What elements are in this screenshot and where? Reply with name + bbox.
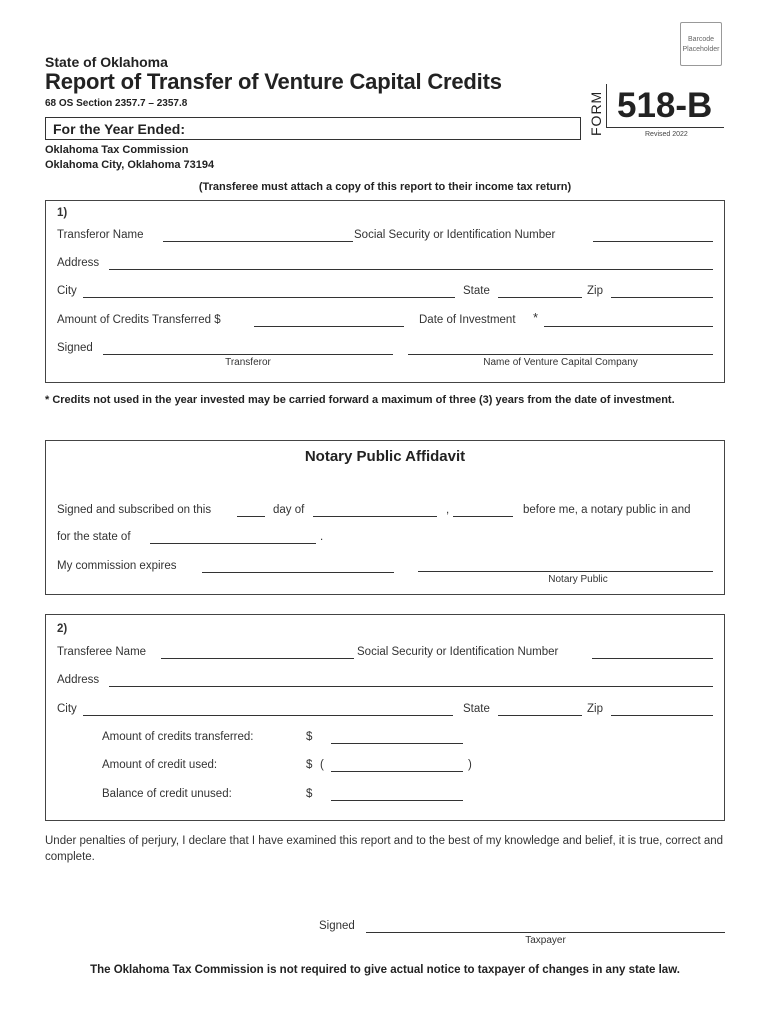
balance-unused-field[interactable]	[331, 800, 463, 801]
transferor-zip-label: Zip	[587, 285, 603, 297]
before-me-label: before me, a notary public in and	[523, 504, 691, 516]
notary-year-field[interactable]	[453, 516, 513, 517]
transferor-name-field[interactable]	[163, 241, 353, 242]
credits-transferred-label: Amount of Credits Transferred $	[57, 314, 221, 326]
notary-month-field[interactable]	[313, 516, 437, 517]
notary-comma: ,	[446, 504, 450, 516]
date-investment-field[interactable]	[544, 326, 713, 327]
page-title: Report of Transfer of Venture Capital Credits	[45, 69, 502, 94]
transferor-signed-label: Signed	[57, 342, 93, 354]
transferee-state-label: State	[463, 703, 490, 715]
year-ended-label: For the Year Ended:	[53, 121, 185, 137]
transferee-name-field[interactable]	[161, 658, 354, 659]
transferee-state-field[interactable]	[498, 715, 582, 716]
transferor-ssn-label: Social Security or Identification Number	[354, 229, 556, 241]
amount-used-open-paren: (	[320, 759, 324, 771]
signed-subscribed-label: Signed and subscribed on this	[57, 504, 212, 516]
section2-number: 2)	[57, 623, 68, 635]
transferor-city-label: City	[57, 285, 77, 297]
for-state-label: for the state of	[57, 531, 131, 543]
transferee-name-label: Transferee Name	[57, 646, 147, 658]
statute-reference: 68 OS Section 2357.7 – 2357.8	[45, 98, 188, 109]
venture-company-caption: Name of Venture Capital Company	[483, 357, 638, 368]
notary-period: .	[320, 531, 324, 543]
transferee-city-field[interactable]	[83, 715, 453, 716]
attach-instruction: (Transferee must attach a copy of this report to their income tax return)	[198, 181, 572, 193]
day-of-label: day of	[273, 504, 305, 516]
notary-title: Notary Public Affidavit	[304, 448, 466, 465]
state-name: State of Oklahoma	[45, 54, 168, 70]
notary-public-caption: Notary Public	[548, 574, 608, 585]
commission-expires-field[interactable]	[202, 572, 394, 573]
transferor-ssn-field[interactable]	[593, 241, 713, 242]
barcode-line1: Barcode	[687, 36, 715, 43]
transferor-signature-field[interactable]	[103, 354, 393, 355]
transferee-address-field[interactable]	[109, 686, 713, 687]
transferor-address-label: Address	[57, 257, 100, 269]
credits-transferred-field[interactable]	[254, 326, 404, 327]
balance-unused-dollar: $	[306, 788, 313, 800]
commission-expires-label: My commission expires	[57, 560, 177, 572]
date-investment-label: Date of Investment	[419, 314, 516, 326]
date-investment-asterisk: *	[533, 310, 539, 325]
transferor-state-field[interactable]	[498, 297, 582, 298]
amount-used-dollar: $	[306, 759, 313, 771]
transferee-zip-label: Zip	[587, 703, 603, 715]
transferor-address-field[interactable]	[109, 269, 713, 270]
footer-notice: The Oklahoma Tax Commission is not required to give actual notice to taxpayer of changes in any state law.	[90, 964, 680, 976]
transferor-name-label: Transferor Name	[57, 229, 144, 241]
notary-state-field[interactable]	[150, 543, 316, 544]
amount-used-label: Amount of credit used:	[102, 759, 218, 771]
amount-transferred-dollar: $	[306, 731, 313, 743]
barcode-line2: Placeholder	[682, 46, 720, 53]
transferee-zip-field[interactable]	[611, 715, 713, 716]
amount-used-close-paren: )	[468, 759, 472, 771]
agency-address: Oklahoma City, Oklahoma 73194	[45, 159, 215, 171]
notary-signature-field[interactable]	[418, 571, 713, 572]
transferor-section	[45, 200, 725, 383]
transferor-state-label: State	[463, 285, 490, 297]
balance-unused-label: Balance of credit unused:	[102, 788, 232, 800]
transferee-address-label: Address	[57, 674, 100, 686]
amount-used-field[interactable]	[331, 771, 463, 772]
transferee-ssn-field[interactable]	[592, 658, 713, 659]
revised-date: Revised 2022	[645, 131, 688, 138]
year-ended-field[interactable]	[45, 117, 581, 140]
transferee-city-label: City	[57, 703, 77, 715]
taxpayer-caption: Taxpayer	[525, 935, 566, 946]
transferor-caption: Transferor	[225, 357, 271, 368]
form-number: 518-B	[606, 84, 724, 128]
transferor-zip-field[interactable]	[611, 297, 713, 298]
barcode-placeholder	[680, 22, 722, 66]
venture-company-field[interactable]	[408, 354, 713, 355]
taxpayer-signed-label: Signed	[319, 920, 355, 932]
section1-number: 1)	[57, 207, 68, 219]
transferor-city-field[interactable]	[83, 297, 455, 298]
amount-transferred-field[interactable]	[331, 743, 463, 744]
transferee-ssn-label: Social Security or Identification Number	[357, 646, 559, 658]
amount-transferred-label: Amount of credits transferred:	[102, 731, 254, 743]
form-label-text: FORM	[588, 90, 604, 136]
notary-day-field[interactable]	[237, 516, 265, 517]
taxpayer-signature-field[interactable]	[366, 932, 725, 933]
perjury-statement: Under penalties of perjury, I declare that I have examined this report and to the best of my knowledge and belief, it is true, correct and complete.	[45, 835, 724, 863]
agency-name: Oklahoma Tax Commission	[45, 144, 189, 156]
carryforward-note: * Credits not used in the year invested may be carried forward a maximum of three (3) years from the date of investment.	[45, 394, 675, 406]
